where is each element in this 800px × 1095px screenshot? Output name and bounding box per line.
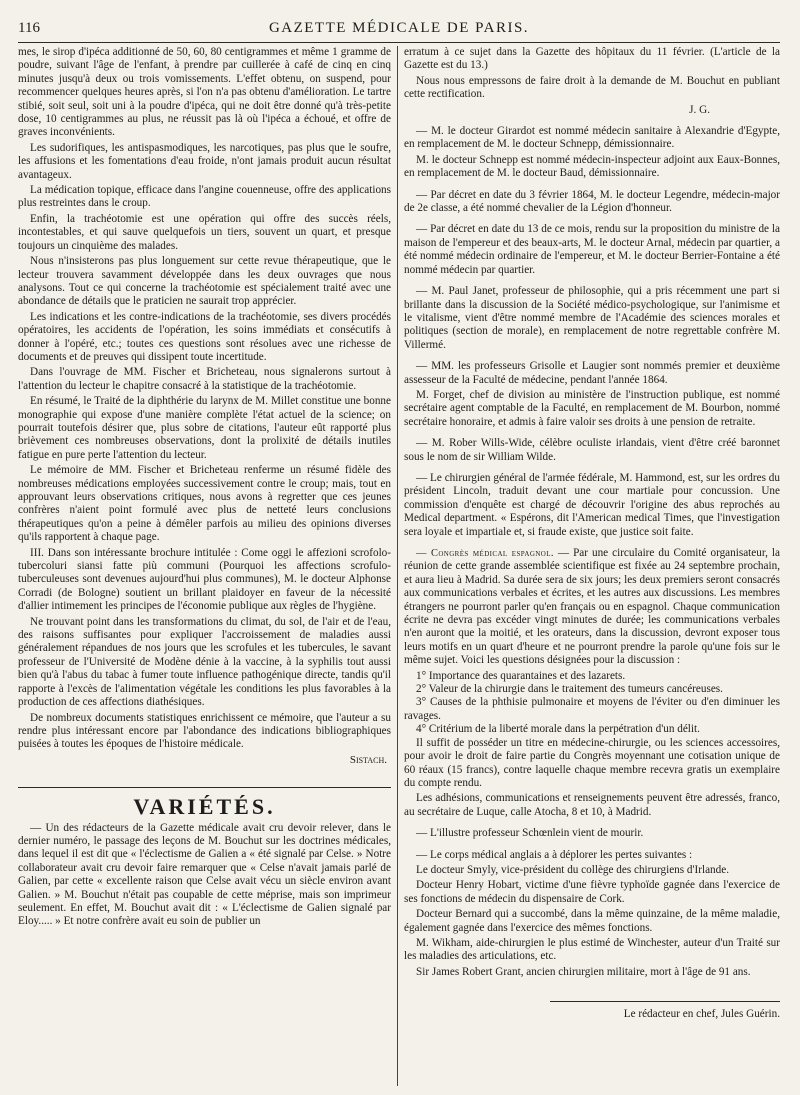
author-initials: J. G. <box>689 103 710 116</box>
congress-text: — Par une circulaire du Comité organisateur, la réunion de cette grande assemblée scientifique est fixée au 24 septembre prochain, et aura lieu à Madrid. Sa durée sera de six jours; les deux premiers seront consacrés aux communications verbales et écrites, et les autres aux discussions. Les membres étrangers ne pourront parler qu'en français ou en espagnol. Chaque communication écrite ne devra pas excéder vingt minutes de durée; les communications verbales n'en auront que la moitié, et les orateurs, dans la discussion, devront exposer tous leurs motifs en un quart d'heure et ne pourront prendre la parole qu'une fois sur le même sujet. Voici les questions désignées pour la discussion : <box>404 547 780 667</box>
news-item: Les adhésions, communications et renseignements peuvent être adressés, franco, au secrétaire de Luque, calle Atocha, 8 et 10, à Madrid. <box>404 792 780 818</box>
paragraph: erratum à ce sujet dans la Gazette des hôpitaux du 11 février. (L'article de la Gazette est du 13.) <box>404 46 780 72</box>
paragraph: Nous nous empressons de faire droit à la demande de M. Bouchut en publiant cette rectification. <box>404 74 780 101</box>
question-item: 2° Valeur de la chirurgie dans le traitement des tumeurs cancéreuses. <box>416 683 723 696</box>
author-signature: Sistach. <box>349 753 387 766</box>
news-item: M. le docteur Schnepp est nommé médecin-inspecteur adjoint aux Eaux-Bonnes, en remplacement de M. le docteur Baud, démissionnaire. <box>404 153 780 180</box>
paragraph: De nombreux documents statistiques enrichissent ce mémoire, que l'auteur a su rendre plus intéressant encore par l'abondance des indications bibliographiques puisées à toutes les époques de l'histoire médicale. <box>18 711 391 751</box>
question-item: 4° Critérium de la liberté morale dans la perpétration d'un délit. <box>416 723 700 736</box>
news-item: Sir James Robert Grant, ancien chirurgien militaire, mort à l'âge de 91 ans. <box>416 965 751 978</box>
right-column <box>404 46 780 1086</box>
section-title: VARIÉTÉS. <box>18 787 391 813</box>
paragraph: Les sudorifiques, les antispasmodiques, les narcotiques, pas plus que le soufre, les affusions et les fomentations d'eau froide, n'ont jamais produit aucun résultat avantageux. <box>18 141 391 181</box>
congress-label: — Congrès médical espagnol. <box>416 548 554 559</box>
paragraph: mes, le sirop d'ipéca additionné de 50, 60, 80 centigrammes et même 1 gramme de poudre, suivant l'âge de l'enfant, à prendre par cuillerée à café de cinq en cinq minutes jusqu'à deux ou trois vomissements. L'effet obtenu, on suspend, pour recommencer quelques heures après, si l'on n'a pas obtenu d'amélioration. Le tartre stibié, soit seul, soit uni à la poudre d'ipéca, qui ne doit être donné qu'à très-petite dose, 10 centigrammes au plus, ne réussit pas là où l'ipéca a échoué, et offre de graves inconvénients. <box>18 46 391 139</box>
paragraph: — Un des rédacteurs de la Gazette médicale avait cru devoir relever, dans le dernier numéro, le passage des leçons de M. Bouchut sur les doctrines médicales, dans lequel il est dit que « l'éclectisme de Galien a « été signalé par Celse. » Notre collaborateur avait cru devoir faire remarquer que « Celse n'avait jamais parlé de Galien, par cette « excellente raison que Celse avait vécu un siècle environ avant Galien. » M. Bouchut n'était pas coupable de cette méprise, mais son imprimeur seulement. En effet, M. Bouchut avait dit : « L'éclectisme de Galien signalé par Eloy..... » Et notre confrère avait eu soin de publier un <box>18 821 391 928</box>
paragraph: En résumé, le Traité de la diphthérie du larynx de M. Millet constitue une bonne monographie qui expose d'une manière complète l'état actuel de la science; on pourrait toutefois désirer que, plus sobre de citations, l'auteur eût rapporté plus brièvement ces nombreuses observations, dont la prolixité de détails inutiles fatigue en pure perte l'attention du lecteur. <box>18 395 391 461</box>
news-item: Docteur Henry Hobart, victime d'une fièvre typhoïde gagnée dans l'exercice de ses fonctions de médecin du dispensaire de Cork. <box>404 879 780 905</box>
paragraph: La médication topique, efficace dans l'angine couenneuse, offre des applications plus restreintes dans le croup. <box>18 184 391 210</box>
paragraph: Le mémoire de MM. Fischer et Bricheteau renferme un résumé fidèle des nombreuses médications employées successivement contre le croup; mais, tout en approuvant leurs observations critiques, nous avons à regretter que ces jeunes confrères n'aient point formulé avec plus de netteté leurs conclusions thérapeutiques qu'on a peine à démêler parfois au milieu des opinions diverses qu'ils rapportent à chaque page. <box>18 464 391 544</box>
question-item: 1° Importance des quarantaines et des lazarets. <box>416 669 626 682</box>
news-item: — Le chirurgien général de l'armée fédérale, M. Hammond, est, sur les ordres du président Lincoln, traduit devant une cour martiale pour concussion. Une commission d'enquête est chargé de découvrir l'origine des abus reprochés au Medical department. « Espérons, dit l'American medical Times, que l'investigation sera loyale et impartiale et, si fraude existe, que justice soit faite. <box>404 471 780 538</box>
paragraph: Ne trouvant point dans les transformations du climat, du sol, de l'air et de l'eau, des raisons suffisantes pour expliquer l'accroissement de maladies aussi généralement répandues de nos jours que les scrofules et les tubercules, le savant professeur de l'Université de Modène dénie à la vaccine, à la syphilis tout aussi bien qu'à l'abus du tabac à fumer toute influence pathogénique directe, tandis qu'il rapporte à l'excès de l'alimentation végétale les conditions les plus favorables à la production de ces affections diathésiques. <box>18 615 391 709</box>
paragraph: Nous n'insisterons pas plus longuement sur cette revue thérapeutique, que le lecteur trouvera savamment développée dans les deux ouvrages que nous analysons. Tout ce qui concerne la trachéotomie est spécialement traité avec une abondance de détails que le praticien ne saurait trop apprécier. <box>18 255 391 308</box>
editor-signature: Le rédacteur en chef, Jules Guérin. <box>550 1001 780 1021</box>
news-item: — Le corps médical anglais a à déplorer les pertes suivantes : <box>416 848 693 861</box>
news-item: — MM. les professeurs Grisolle et Laugier sont nommés premier et deuxième assesseur de la Faculté de médecine, pendant l'année 1864. <box>404 360 780 386</box>
paragraph: Les indications et les contre-indications de la trachéotomie, ses divers procédés opératoires, les accidents de l'opération, les soins immédiats et consécutifs à donner à l'opéré, etc.; toutes ces questions sont résolues avec une richesse de documents et de preuves qui dissipent toute incertitude. <box>18 310 391 363</box>
news-item: M. Forget, chef de division au ministère de l'instruction publique, est nommé secrétaire agent comptable de la Faculté, en remplacement de M. Bourbon, nommé secrétaire honoraire, et admis à faire valoir ses droits à une pension de retraite. <box>404 388 780 428</box>
page-header <box>18 18 780 43</box>
news-item <box>404 547 780 668</box>
news-item: — M. Rober Wills-Wide, célèbre oculiste irlandais, vient d'être créé baronnet sous le nom de sir William Wilde. <box>404 437 780 463</box>
news-item: — Par décret en date du 13 de ce mois, rendu sur la proposition du ministre de la maison de l'empereur et des beaux-arts, M. le docteur Arnal, médecin par quartier, a été nommé médecin ordinaire de l'empereur, et M. le docteur Berrier-Fontaine a été nommé médecin par quartier. <box>404 223 780 276</box>
news-item: — M. Paul Janet, professeur de philosophie, qui a pris récemment une part si brillante dans la discussion de la Société médico-psychologique, sur l'animisme et le vitalisme, vient d'être nommé membre de l'Académie des sciences morales et politiques (section de morale), en remplacement de notre regrettable confrère M. Villermé. <box>404 285 780 351</box>
paragraph: Enfin, la trachéotomie est une opération qui offre des succès réels, incontestables, et qui sauve quelquefois un tiers, souvent un quart, et presque toujours un cinquième des malades. <box>18 212 391 252</box>
question-item: 3° Causes de la phthisie pulmonaire et moyens de l'éviter ou d'en diminuer les ravages. <box>404 696 780 722</box>
news-item: Il suffit de posséder un titre en médecine-chirurgie, ou les sciences accessoires, pour avoir le droit de faire partie du Congrès moyennant une cotisation unique de 60 réaux (15 francs), contre laquelle chaque membre recevra gratis un exemplaire du compte rendu. <box>404 736 780 789</box>
news-item: Le docteur Smyly, vice-président du collège des chirurgiens d'Irlande. <box>416 863 729 876</box>
news-item: — L'illustre professeur Schœnlein vient de mourir. <box>416 827 644 840</box>
paragraph: Dans l'ouvrage de MM. Fischer et Bricheteau, nous signalerons surtout à l'attention du lecteur le chapitre consacré à la statistique de la trachéotomie. <box>18 366 391 392</box>
journal-title: GAZETTE MÉDICALE DE PARIS. <box>268 20 530 36</box>
page-number: 116 <box>18 20 40 36</box>
column-divider <box>397 46 398 1086</box>
left-column <box>18 46 391 1086</box>
paragraph: III. Dans son intéressante brochure intitulée : Come oggi le affezioni scrofolo-tubercoluri siansi fatte più communi (Pourquoi les affections scrofulo-tuberculeuses sont devenues aujourd'hui plus communes), M. le docteur Alphonse Corradi (de Bologne) soutient un brillant plaidoyer en faveur de la nécessité d'allier intimement les principes de l'économie publique aux règles de l'hygiène. <box>18 546 391 613</box>
news-item: — Par décret en date du 3 février 1864, M. le docteur Legendre, médecin-major de 2e classe, a été nommé chevalier de la Légion d'honneur. <box>404 188 780 215</box>
news-item: — M. le docteur Girardot est nommé médecin sanitaire à Alexandrie d'Egypte, en remplacement de M. le docteur Schnepp, démissionnaire. <box>404 125 780 151</box>
news-item: M. Wikham, aide-chirurgien le plus estimé de Winchester, auteur d'un Traité sur les maladies des articulations, etc. <box>404 936 780 963</box>
news-item: Docteur Bernard qui a succombé, dans la même quinzaine, de la même maladie, également gagnée dans l'exercice des mêmes fonctions. <box>404 908 780 934</box>
